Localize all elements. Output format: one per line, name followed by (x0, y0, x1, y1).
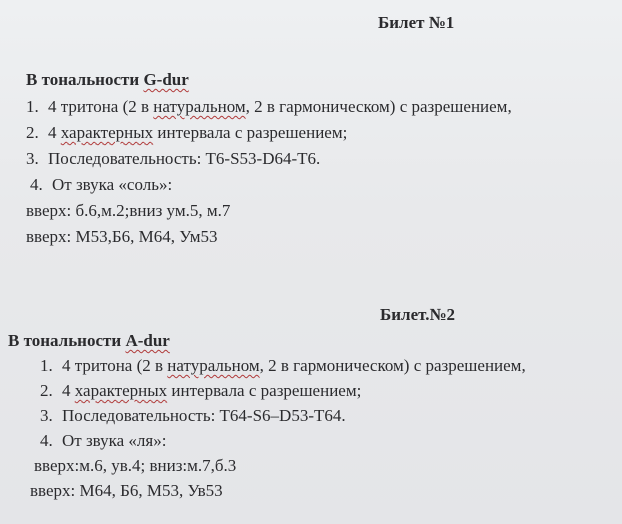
ticket2-key: A-dur (125, 331, 170, 350)
ticket2-item-1 (40, 356, 526, 376)
ticket1-item-2-pre: 4 (48, 123, 61, 142)
ticket1-up-down: вверх: б.6,м.2;вниз ум.5, м.7 (26, 201, 231, 220)
ticket2-item-2 (40, 381, 361, 401)
ticket2-item-2-num: 2. (40, 381, 53, 400)
ticket1-item-4-text: От звука «соль»: (52, 175, 173, 194)
ticket1-key-heading (26, 70, 189, 90)
ticket1-item-3-text: Последовательность: Т6-S53-D64-Т6. (48, 149, 321, 168)
ticket2-key-heading (8, 331, 170, 351)
ticket1-up: вверх: М53,Б6, М64, Ум53 (26, 227, 218, 246)
ticket2-item-2-mark: характерных (74, 381, 168, 400)
ticket1-title: Билет №1 (378, 13, 455, 32)
ticket2-item-1-mark: натуральном (167, 356, 260, 375)
ticket1-item-2 (26, 123, 347, 143)
ticket2-item-1-pre: 4 тритона (2 в (62, 356, 168, 375)
ticket1-item-4-num: 4. (30, 175, 43, 194)
ticket2-item-1-post: , 2 в гармоническом) с разрешением, (259, 356, 526, 375)
ticket2-up: вверх: М64, Б6, М53, Ув53 (30, 481, 223, 500)
ticket2-item-4 (40, 431, 166, 451)
ticket1-key-prefix: В тональности (26, 70, 144, 89)
ticket2-title: Билет.№2 (380, 305, 456, 324)
ticket1-key: G-dur (143, 70, 189, 89)
ticket1-item-3-num: 3. (26, 149, 39, 168)
ticket2-item-3-num: 3. (40, 406, 53, 425)
ticket2-item-3-text: Последовательность: Т64-S6–D53-Т64. (62, 406, 346, 425)
ticket2-item-2-pre: 4 (62, 381, 75, 400)
ticket1-item-2-post: интервала с разрешением; (153, 123, 348, 142)
ticket2-item-1-num: 1. (40, 356, 53, 375)
ticket1-item-3 (26, 149, 320, 169)
ticket2-item-3 (40, 406, 346, 426)
ticket2-item-2-post: интервала с разрешением; (167, 381, 362, 400)
ticket1-item-1-post: , 2 в гармоническом) с разрешением, (245, 97, 512, 116)
ticket2-item-4-text: От звука «ля»: (62, 431, 167, 450)
ticket1-item-1-pre: 4 тритона (2 в (48, 97, 154, 116)
ticket1-item-2-mark: характерных (60, 123, 154, 142)
ticket2-up-down: вверх:м.6, ув.4; вниз:м.7,б.3 (34, 456, 237, 475)
ticket2-key-prefix: В тональности (8, 331, 126, 350)
ticket1-item-1-num: 1. (26, 97, 39, 116)
ticket1-item-1-mark: натуральном (153, 97, 246, 116)
ticket1-item-1 (26, 97, 512, 117)
ticket2-item-4-num: 4. (40, 431, 53, 450)
ticket1-item-2-num: 2. (26, 123, 39, 142)
ticket1-item-4 (30, 175, 172, 195)
